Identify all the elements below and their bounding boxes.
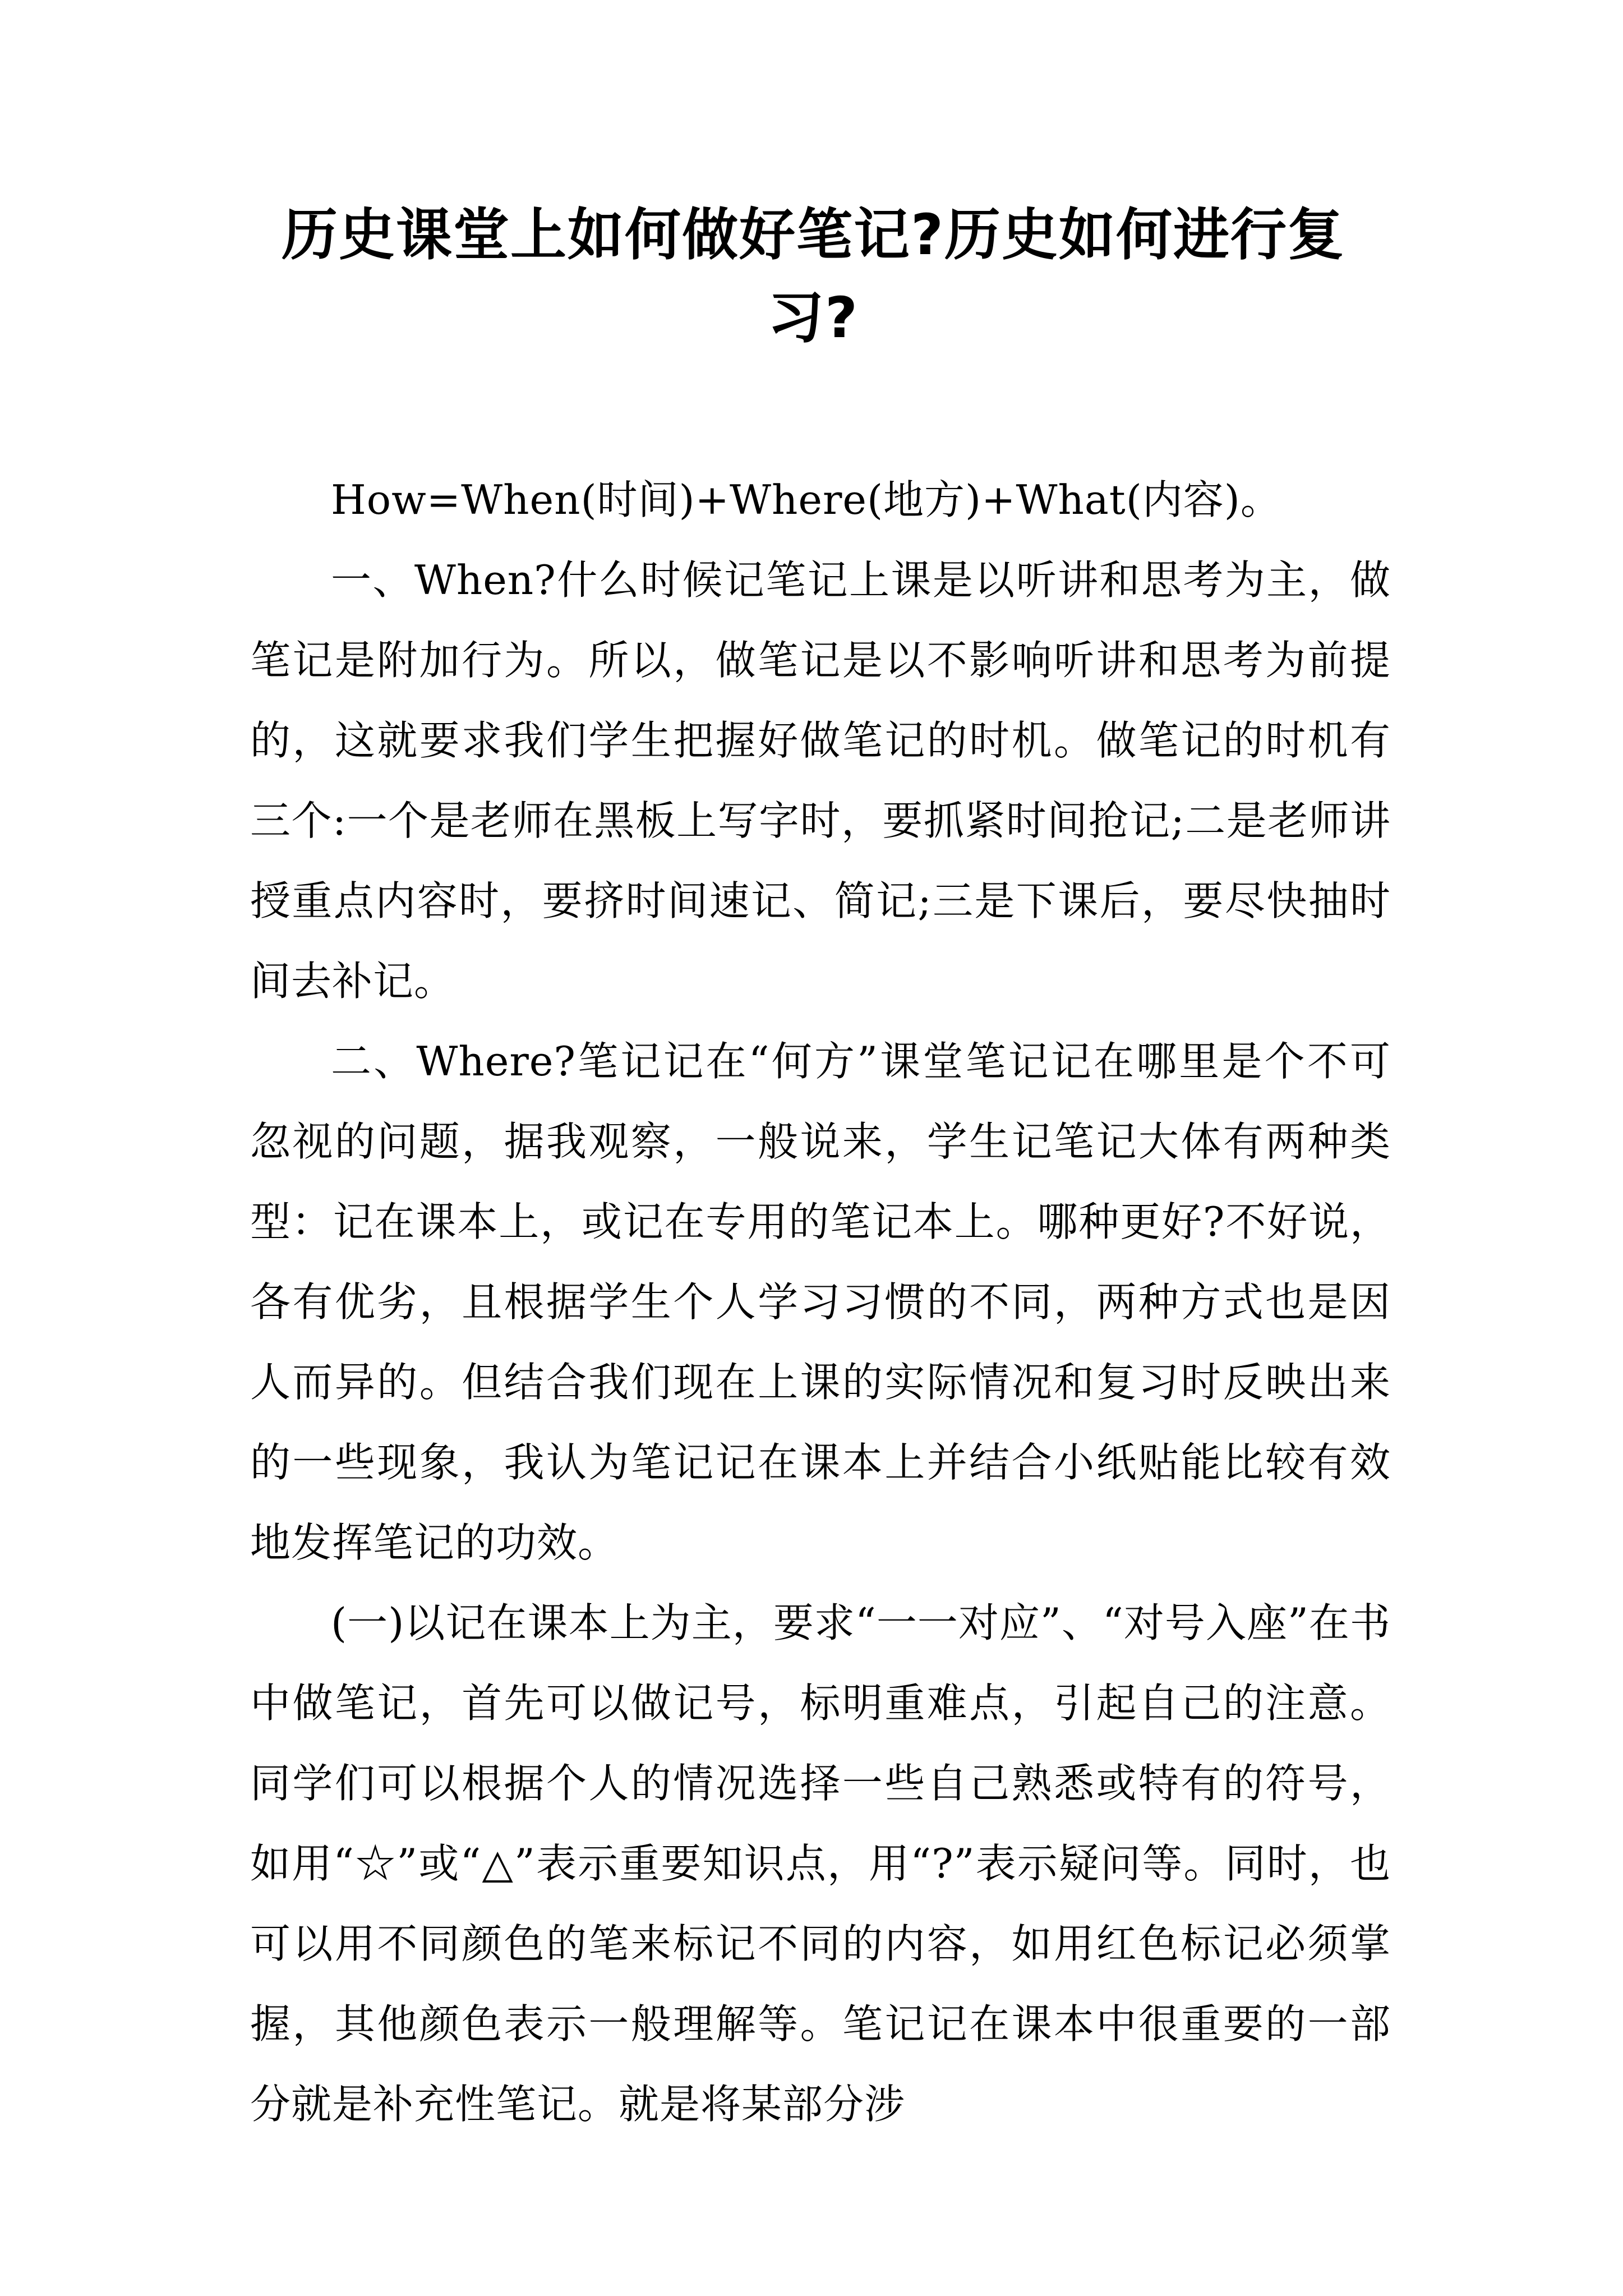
document-body	[250, 460, 1391, 2145]
paragraph-where: 二、Where?笔记记在“何方”课堂笔记记在哪里是个不可忽视的问题，据我观察，一般说来，学生记笔记大体有两种类型：记在课本上，或记在专用的笔记本上。哪种更好?不好说，各有优劣，且根据学生个人学习习惯的不同，两种方式也是因人而异的。但结合我们现在上课的实际情况和复习时反映出来的一些现象，我认为笔记记在课本上并结合小纸贴能比较有效地发挥笔记的功效。	[250, 1038, 1391, 1566]
document-title: 历史课堂上如何做好笔记?历史如何进行复习?	[281, 202, 1345, 351]
paragraph-when: 一、When?什么时候记笔记上课是以听讲和思考为主，做笔记是附加行为。所以，做笔记是以不影响听讲和思考为前提的，这就要求我们学生把握好做笔记的时机。做笔记的时机有三个:一个是老师在黑板上写字时，要抓紧时间抢记;二是老师讲授重点内容时，要挤时间速记、简记;三是下课后，要尽快抽时间去补记。	[250, 556, 1391, 1005]
paragraph-formula: How=When(时间)+Where(地方)+What(内容)。	[331, 476, 1281, 523]
paragraph-textbook-notes: (一)以记在课本上为主，要求“一一对应”、“对号入座”在书中做笔记，首先可以做记号，标明重难点，引起自己的注意。同学们可以根据个人的情况选择一些自己熟悉或特有的符号，如用“☆”或“△”表示重要知识点，用“?”表示疑问等。同时，也可以用不同颜色的笔来标记不同的内容，如用红色标记必须掌握，其他颜色表示一般理解等。笔记记在课本中很重要的一部分就是补充性笔记。就是将某部分涉	[250, 1599, 1391, 2128]
